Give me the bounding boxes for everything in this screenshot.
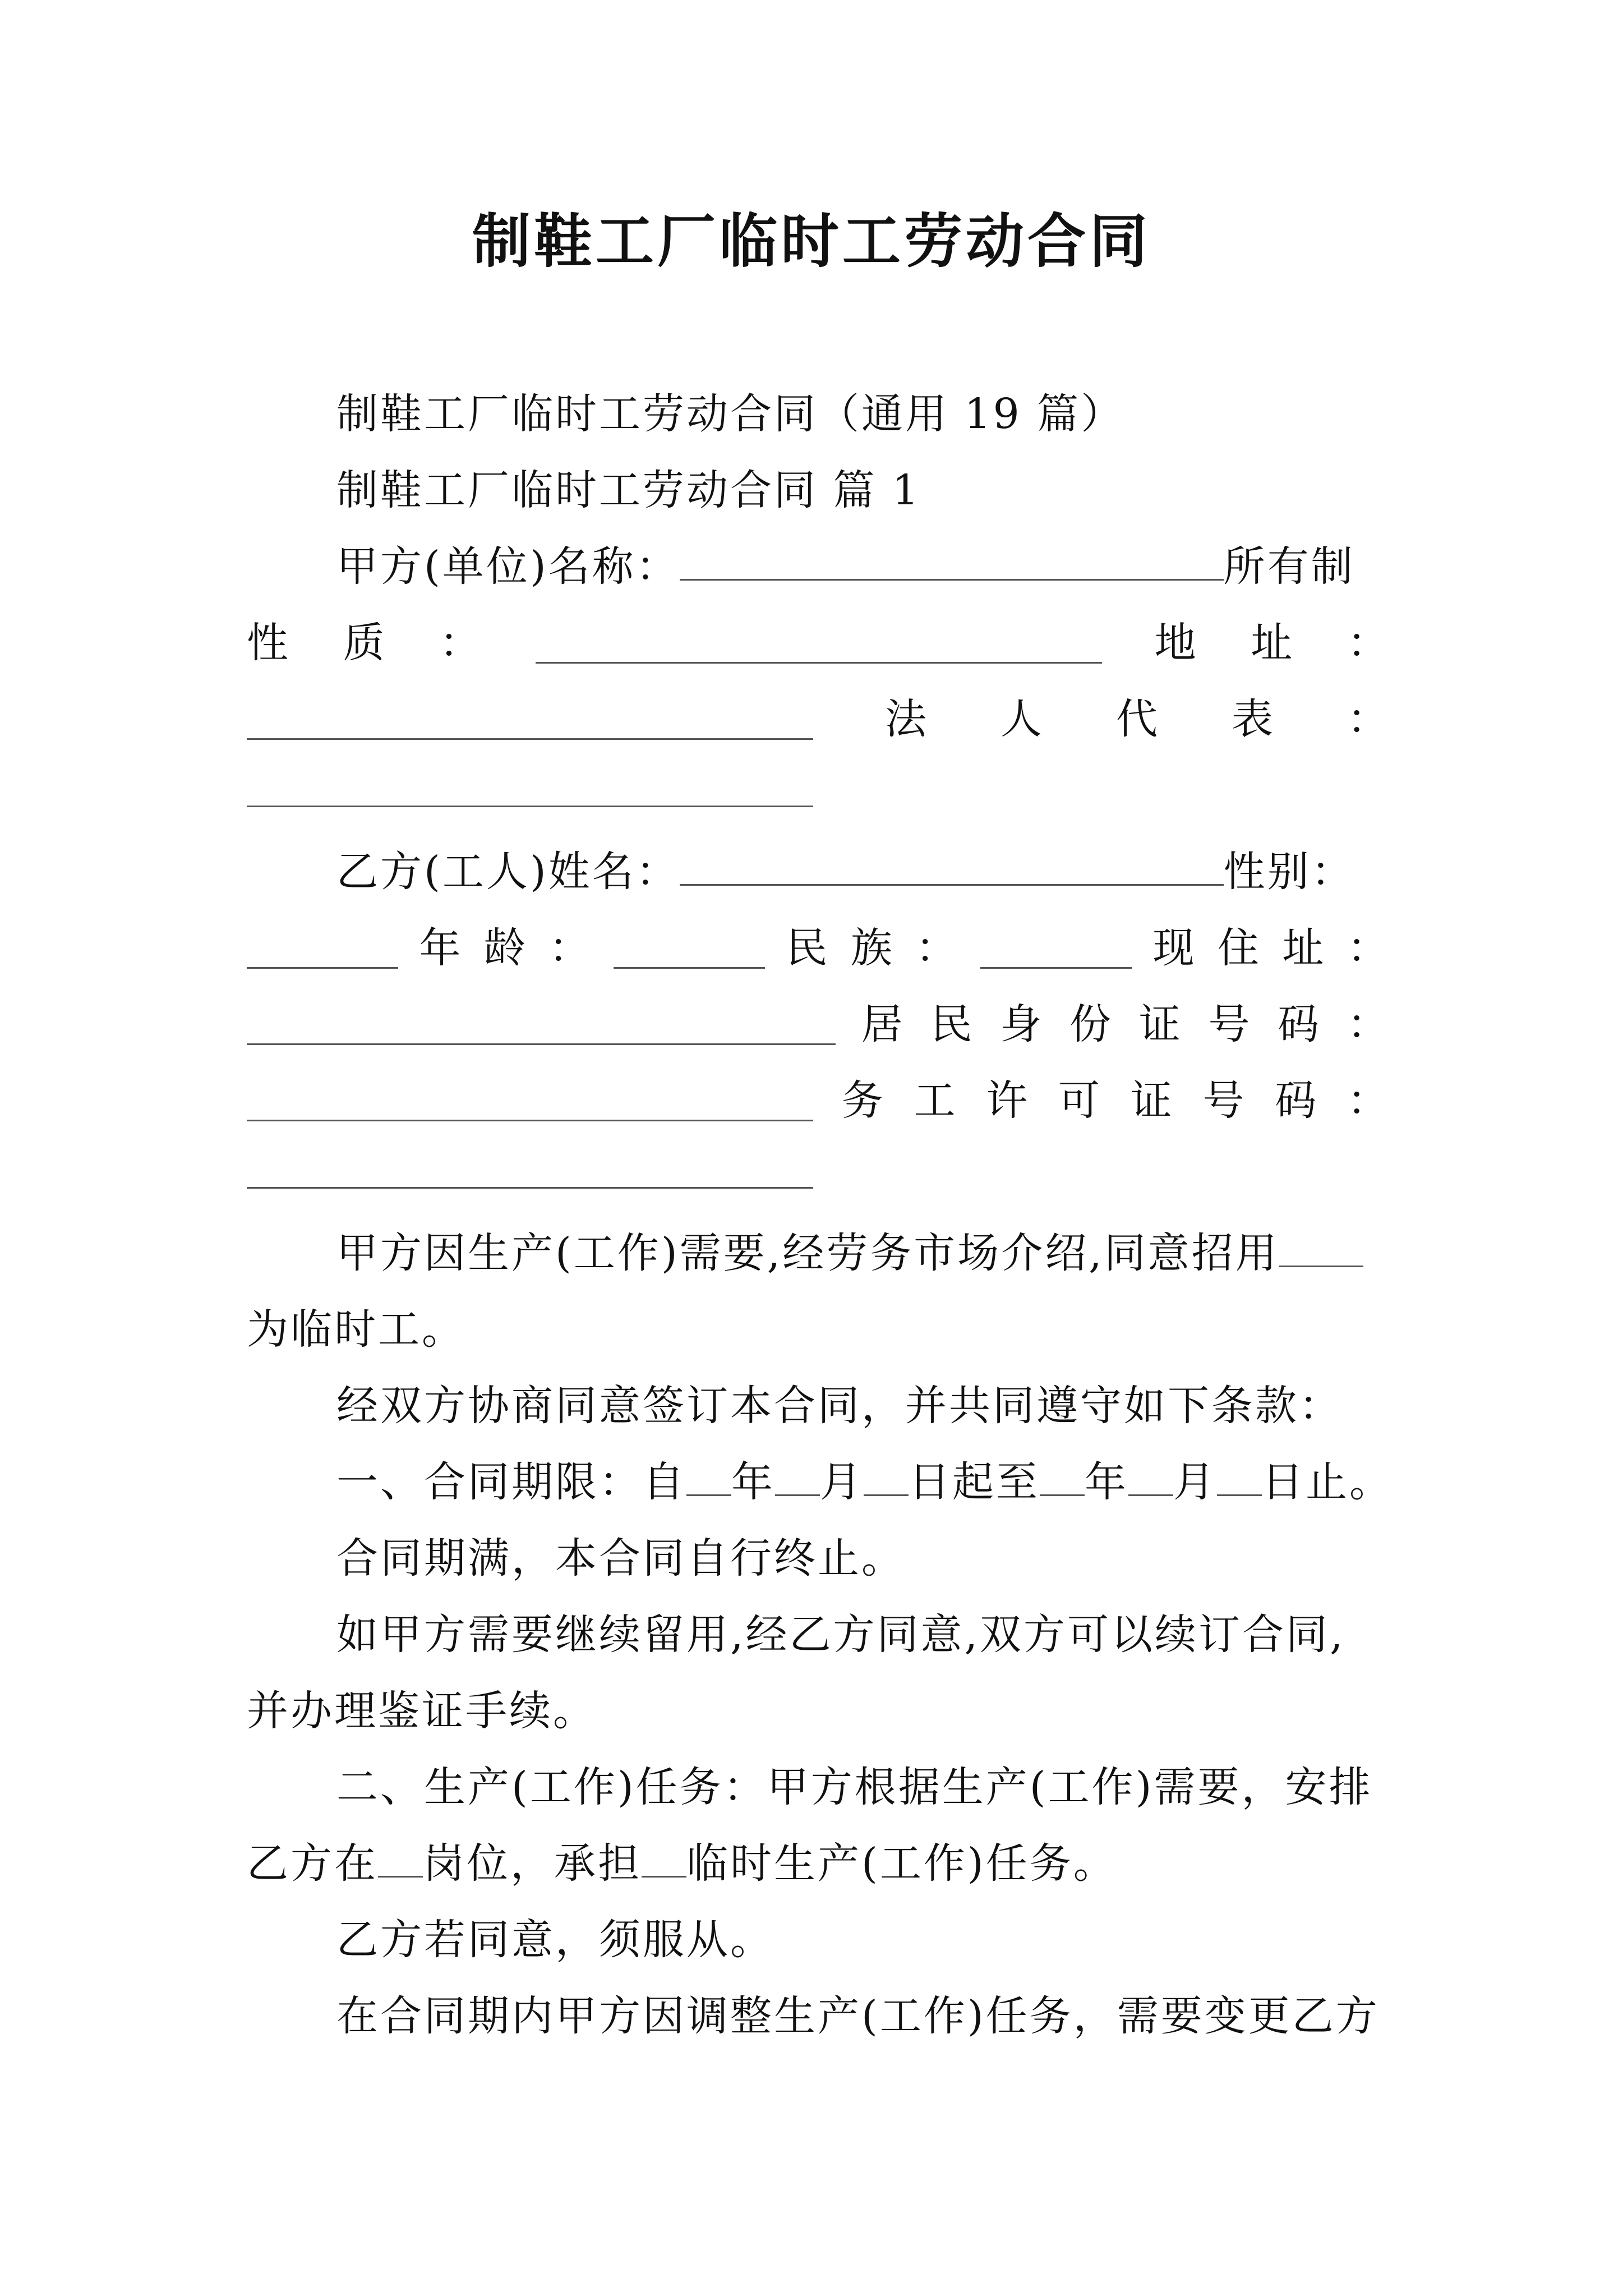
gender-label: 性别： (1223, 848, 1355, 896)
current-address-char-3: 址 (1282, 924, 1326, 972)
rep-blank (247, 757, 813, 807)
id-char-2: 民 (930, 1000, 975, 1048)
id-colon: ： (1347, 1000, 1391, 1048)
document-title: 制鞋工厂临时工劳动合同 (472, 206, 1151, 275)
paragraph-term (247, 1444, 1391, 1520)
address-blank (247, 699, 813, 740)
current-address-blank (247, 1004, 836, 1045)
permit-char-1: 务 (841, 1076, 886, 1125)
ethnic-char-2: 族 (851, 924, 895, 972)
task-text-2: 岗位，承担 (423, 1839, 642, 1888)
rep-blank-line (247, 757, 1391, 834)
paragraph-renewal-line-2: 并办理鉴证手续。 (247, 1687, 597, 1735)
ownership-blank (536, 623, 1102, 664)
id-char-3: 身 (1000, 1000, 1044, 1048)
start-month-blank (775, 1455, 820, 1496)
id-char-7: 码 (1278, 1000, 1322, 1048)
party-a-name-line (247, 528, 1391, 605)
paragraph-hire-line-2: 为临时工。 (247, 1305, 465, 1354)
id-char-1: 居 (861, 1000, 905, 1048)
current-address-char-1: 现 (1152, 924, 1197, 972)
gender-blank (247, 928, 398, 969)
rep-char-1: 法 (885, 695, 929, 743)
age-char-2: 龄 (484, 924, 528, 972)
permit-char-7: 码 (1275, 1076, 1319, 1125)
paragraph-task-line-2 (247, 1825, 1391, 1902)
party-a-name-blank (680, 540, 1224, 581)
permit-blank (247, 1139, 813, 1189)
rep-colon: ： (1347, 695, 1391, 743)
paragraph-hire-line-1 (247, 1215, 1391, 1291)
ownership-address-line (247, 605, 1391, 681)
end-day-blank (1217, 1455, 1262, 1496)
ethnic-blank (980, 928, 1132, 969)
address-char-2: 址 (1251, 619, 1295, 667)
age-ethnic-address-line (247, 910, 1391, 986)
paragraph-adjustment: 在合同期内甲方因调整生产(工作)任务，需要变更乙方 (336, 1992, 1380, 2040)
paragraph-agreement: 经双方协商同意签订本合同，并共同遵守如下条款： (336, 1382, 1343, 1430)
permit-char-6: 号 (1202, 1076, 1247, 1125)
start-year-blank (686, 1455, 731, 1496)
end-month-label: 月 (1173, 1458, 1217, 1506)
permit-blank-line (247, 1139, 1391, 1215)
age-colon: ： (548, 924, 593, 972)
rep-char-4: 表 (1232, 695, 1275, 743)
current-address-char-2: 住 (1218, 924, 1261, 972)
id-char-5: 证 (1138, 1000, 1183, 1048)
id-char-4: 份 (1069, 1000, 1113, 1048)
ethnic-char-1: 民 (786, 924, 830, 972)
start-year-label: 年 (731, 1458, 775, 1506)
paragraph-renewal-line-1: 如甲方需要继续留用,经乙方同意,双方可以续订合同, (336, 1611, 1345, 1659)
term-label: 一、合同期限：自 (336, 1458, 686, 1506)
paragraph-task-line-1: 二、生产(工作)任务：甲方根据生产(工作)需要，安排 (336, 1763, 1373, 1811)
permit-colon: ： (1347, 1076, 1391, 1125)
subtitle: 制鞋工厂临时工劳动合同（通用 19 篇） (336, 390, 1125, 438)
permit-char-4: 可 (1058, 1076, 1102, 1125)
ownership-char-2: 质 (343, 619, 387, 667)
id-number-line (247, 986, 1391, 1062)
task-text-3: 临时生产(工作)任务。 (686, 1839, 1117, 1888)
task-blank (642, 1837, 686, 1878)
address-rep-line (247, 681, 1391, 757)
start-month-label: 月 (820, 1458, 864, 1506)
party-b-name-blank (680, 845, 1224, 886)
ethnic-colon: ： (915, 924, 960, 972)
id-char-6: 号 (1208, 1000, 1252, 1048)
start-day-blank (864, 1455, 909, 1496)
current-address-colon: ： (1347, 924, 1391, 972)
rep-char-3: 代 (1116, 695, 1160, 743)
end-year-label: 年 (1085, 1458, 1128, 1506)
end-year-blank (1040, 1455, 1085, 1496)
ownership-char-1: 性 (247, 619, 291, 667)
task-text-1: 乙方在 (247, 1839, 378, 1888)
paragraph-expiry: 合同期满，本合同自行终止。 (336, 1534, 905, 1582)
party-b-name-line (247, 834, 1391, 910)
age-blank (614, 928, 765, 969)
paragraph-consent: 乙方若同意，须服从。 (336, 1916, 774, 1964)
permit-char-3: 许 (986, 1076, 1030, 1125)
end-day-label: 日止。 (1262, 1458, 1393, 1506)
address-char-1: 地 (1154, 619, 1198, 667)
party-b-name-label: 乙方(工人)姓名： (336, 848, 680, 896)
permit-char-5: 证 (1130, 1076, 1174, 1125)
ownership-colon: ： (439, 619, 483, 667)
position-blank (378, 1837, 423, 1878)
id-blank (247, 1080, 813, 1121)
start-day-label: 日起至 (909, 1458, 1040, 1506)
permit-char-2: 工 (914, 1076, 958, 1125)
end-month-blank (1128, 1455, 1173, 1496)
hire-blank (1279, 1226, 1363, 1267)
age-char-1: 年 (419, 924, 463, 972)
ownership-label: 所有制 (1223, 542, 1355, 591)
section-heading: 制鞋工厂临时工劳动合同 篇 1 (336, 466, 921, 514)
work-permit-line (247, 1062, 1391, 1139)
party-a-name-label: 甲方(单位)名称： (336, 542, 680, 591)
address-colon: ： (1347, 619, 1391, 667)
paragraph-hire-text: 甲方因生产(工作)需要,经劳务市场介绍,同意招用 (336, 1229, 1279, 1277)
rep-char-2: 人 (1000, 695, 1044, 743)
